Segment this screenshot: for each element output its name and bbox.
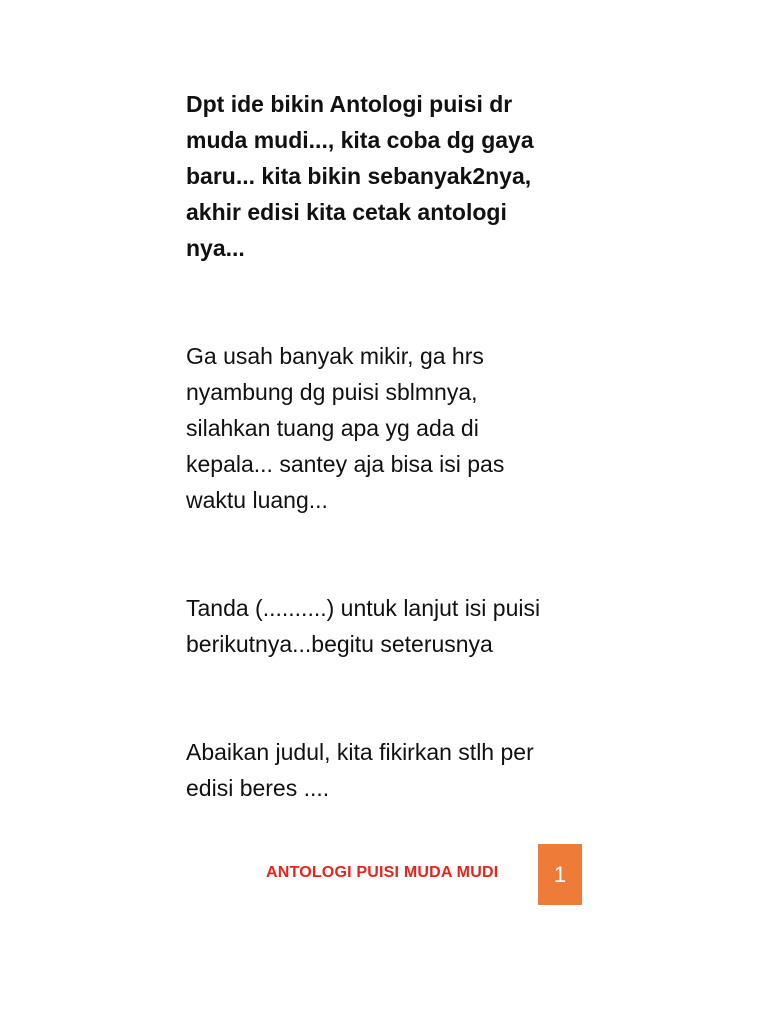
marker-paragraph: Tanda (..........) untuk lanjut isi puisi berikutnya...begitu seterusnya	[186, 595, 541, 657]
document-body	[186, 86, 561, 806]
intro-paragraph: Dpt ide bikin Antologi puisi dr muda mudi..., kita coba dg gaya baru... kita bikin sebanyak2nya, akhir edisi kita cetak antologi nya...	[186, 91, 534, 261]
page-number: 1	[553, 861, 567, 887]
page-footer	[0, 844, 768, 905]
instructions-paragraph: Ga usah banyak mikir, ga hrs nyambung dg puisi sblmnya, silahkan tuang apa yg ada di kepala... santey aja bisa isi pas waktu luang...	[186, 343, 505, 513]
footer-title: ANTOLOGI PUISI MUDA MUDI	[266, 864, 499, 881]
page-number-badge	[538, 844, 582, 905]
title-note-paragraph: Abaikan judul, kita fikirkan stlh per edisi beres ....	[186, 739, 534, 801]
